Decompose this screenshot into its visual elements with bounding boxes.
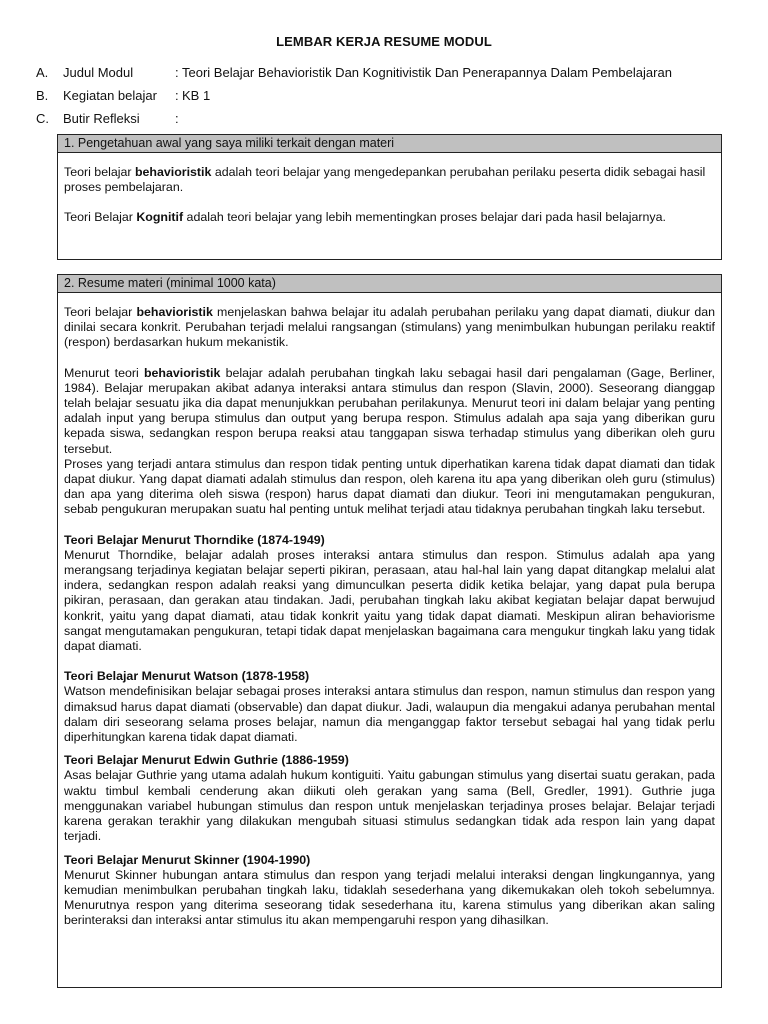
- section-title: Teori Belajar Menurut Thorndike (1874-1949): [64, 532, 325, 547]
- meta-label: Butir Refleksi: [63, 111, 140, 126]
- resume-header: 2. Resume materi (minimal 1000 kata): [58, 275, 721, 293]
- paragraph: Menurut Thorndike, belajar adalah proses interaksi antara stimulus dan respon. Stimulus adalah apa yang merangsang terjadinya kegiatan belajar seperti pikiran, perasaan, atau hal-hal lain yang dapat ditangkap melalui alat indera, sedangkan respon adalah reaksi yang dimunculkan peserta didik ketika belajar, yang dapat pula berupa pikiran, perasaan, dan gerakan atau tindakan. Jadi, perubahan tingkah laku akibat kegiatan belajar dapat berwujud konkrit, yaitu yang dapat diamati, atau tidak konkrit yaitu yang tidak dapat diamati. Meskipun aliran behaviorisme sangat mengutamakan pengukuran, tetapi tidak dapat menjelaskan bagaimana cara mengukur tingkah laku yang tidak dapat diamati.: [64, 547, 715, 654]
- paragraph: Asas belajar Guthrie yang utama adalah hukum kontiguiti. Yaitu gabungan stimulus yang disertai suatu gerakan, pada waktu timbul kembali cenderung akan diikuti oleh gerakan yang sama (Bell, Gredler, 1991). Guthrie juga menggunakan variabel hubungan stimulus dan respon untuk menjelaskan terjadinya proses belajar. Belajar terjadi karena gerakan terakhir yang dilakukan mengubah situasi stimulus sedangkan tidak ada respon lain yang dapat terjadi.: [64, 768, 715, 844]
- meta-label: Judul Modul: [63, 65, 134, 80]
- paragraph: Menurut Skinner hubungan antara stimulus dan respon yang terjadi melalui interaksi dengan lingkungannya, yang kemudian menimbulkan perubahan tingkah laku, tidaklah sesederhana yang dikemukakan oleh tokoh sebelumnya. Menurutnya respon yang diterima seseorang tidak sesederhana itu, karena stimulus yang diberikan akan saling berinteraksi dan interaksi antar stimulus itu akan mempengaruhi respon yang dihasilkan.: [64, 867, 715, 928]
- paragraph: Watson mendefinisikan belajar sebagai proses interaksi antara stimulus dan respon, namun stimulus dan respon yang dimaksud harus dapat diamati (observable) dan dapat diukur. Jadi, walaupun dia mengakui adanya perubahan mental dalam diri seseorang selama proses belajar, namun dia menganggap faktor tersebut sebagai hal yang tidak perlu diperhitungkan karena tidak dapat diamati.: [64, 684, 715, 745]
- section-title: Teori Belajar Menurut Watson (1878-1958): [64, 669, 310, 684]
- paragraph: Menurut teori behavioristik belajar adalah perubahan tingkah laku sebagai hasil dari pengalaman (Gage, Berliner, 1984). Belajar merupakan akibat adanya interaksi antara stimulus dan respon (Slavin, 2000). Seseorang dianggap telah belajar sesuatu jika dia dapat menunjukkan perubahan perilakunya. Menurut teori ini dalam belajar yang penting adalah input yang berupa stimulus dan output yang berupa respon. Stimulus adalah apa saja yang diberikan guru kepada siswa, sedangkan respon berupa reaksi atau tanggapan siswa terhadap stimulus yang diberikan oleh guru tersebut.: [64, 365, 715, 456]
- prior-knowledge-box: [57, 134, 722, 260]
- meta-value: KB 1: [182, 88, 211, 103]
- prior-knowledge-body: [58, 165, 721, 226]
- section-title: Teori Belajar Menurut Edwin Guthrie (1886-1959): [64, 753, 349, 768]
- meta-letter: C.: [36, 111, 49, 126]
- prior-knowledge-header: 1. Pengetahuan awal yang saya miliki terkait dengan materi: [58, 135, 721, 153]
- meta-colon: :: [175, 65, 179, 80]
- paragraph: Teori Belajar Kognitif adalah teori belajar yang lebih mementingkan proses belajar dari pada hasil belajarnya.: [64, 210, 666, 225]
- meta-letter: B.: [36, 88, 49, 103]
- resume-body: [58, 305, 721, 929]
- meta-value: Teori Belajar Behavioristik Dan Kognitivistik Dan Penerapannya Dalam Pembelajaran: [182, 65, 672, 80]
- paragraph: Teori belajar behavioristik adalah teori belajar yang mengedepankan perubahan perilaku peserta didik sebagai hasil proses pembelajaran.: [64, 165, 706, 195]
- section-title: Teori Belajar Menurut Skinner (1904-1990): [64, 852, 311, 867]
- paragraph: Proses yang terjadi antara stimulus dan respon tidak penting untuk diperhatikan karena tidak dapat diamati dan tidak dapat diukur. Yang dapat diamati adalah stimulus dan respon, oleh karena itu apa yang diberikan oleh guru (stimulus) dan apa yang diterima oleh siswa (respon) harus dapat diamati dan diukur. Teori ini mengutamakan pengukuran, sebab pengukuran merupakan suatu hal penting untuk melihat terjadi atau tidaknya perubahan tingkah laku tersebut.: [64, 456, 715, 517]
- meta-colon: :: [175, 111, 179, 126]
- paragraph: Teori belajar behavioristik menjelaskan bahwa belajar itu adalah perubahan perilaku yang dapat diamati, diukur dan dinilai secara konkrit. Perubahan terjadi melalui rangsangan (stimulans) yang menimbulkan hubungan perilaku reaktif (respon) berdasarkan hukum mekanistik.: [64, 305, 716, 350]
- meta-colon: :: [175, 88, 179, 103]
- resume-box: [57, 274, 722, 988]
- document-title: LEMBAR KERJA RESUME MODUL: [276, 34, 492, 49]
- meta-label: Kegiatan belajar: [63, 88, 157, 103]
- meta-letter: A.: [36, 65, 49, 80]
